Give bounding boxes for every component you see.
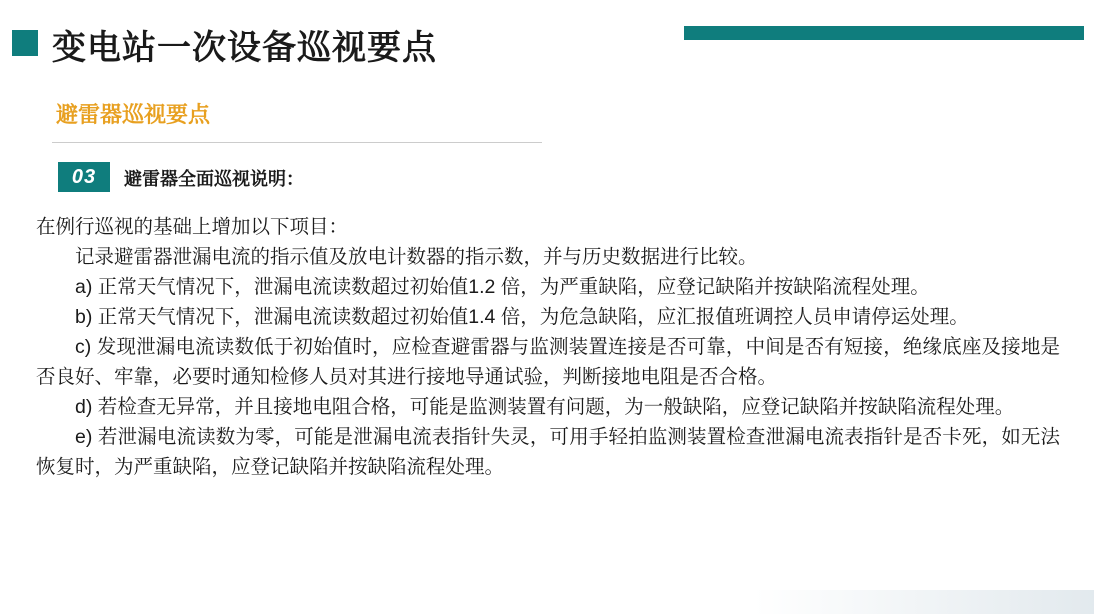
badge-label: 避雷器全面巡视说明： — [124, 169, 304, 189]
section-title: 避雷器巡视要点 — [56, 102, 211, 127]
header-accent-bar — [684, 26, 1084, 40]
paragraph-b: b) 正常天气情况下，泄漏电流读数超过初始值1.4 倍，为危急缺陷，应汇报值班调控人员申请停运处理。 — [75, 306, 969, 328]
paragraph-d: d) 若检查无异常，并且接地电阻合格，可能是监测装置有问题，为一般缺陷，应登记缺陷并按缺陷流程处理。 — [75, 396, 1015, 418]
paragraph-record: 记录避雷器泄漏电流的指示值及放电计数器的指示数，并与历史数据进行比较。 — [75, 246, 758, 268]
status-badge: 03 — [58, 162, 110, 192]
paragraph-e: e) 若泄漏电流读数为零，可能是泄漏电流表指针失灵，可用手轻拍监测装置检查泄漏电流表指针是否卡死，如无法恢复时，为严重缺陷，应登记缺陷并按缺陷流程处理。 — [36, 426, 1060, 478]
body-text — [36, 212, 1060, 482]
section-divider — [52, 142, 542, 143]
title-accent-marker — [12, 30, 38, 56]
page-title: 变电站一次设备巡视要点 — [52, 29, 437, 67]
paragraph-a: a) 正常天气情况下，泄漏电流读数超过初始值1.2 倍，为严重缺陷，应登记缺陷并按缺陷流程处理。 — [75, 276, 930, 298]
footer-gradient — [754, 590, 1094, 614]
paragraph-intro: 在例行巡视的基础上增加以下项目： — [36, 216, 349, 238]
paragraph-c: c) 发现泄漏电流读数低于初始值时，应检查避雷器与监测装置连接是否可靠，中间是否有短接，绝缘底座及接地是否良好、牢靠，必要时通知检修人员对其进行接地导通试验，判断接地电阻是否合格。 — [36, 336, 1060, 388]
